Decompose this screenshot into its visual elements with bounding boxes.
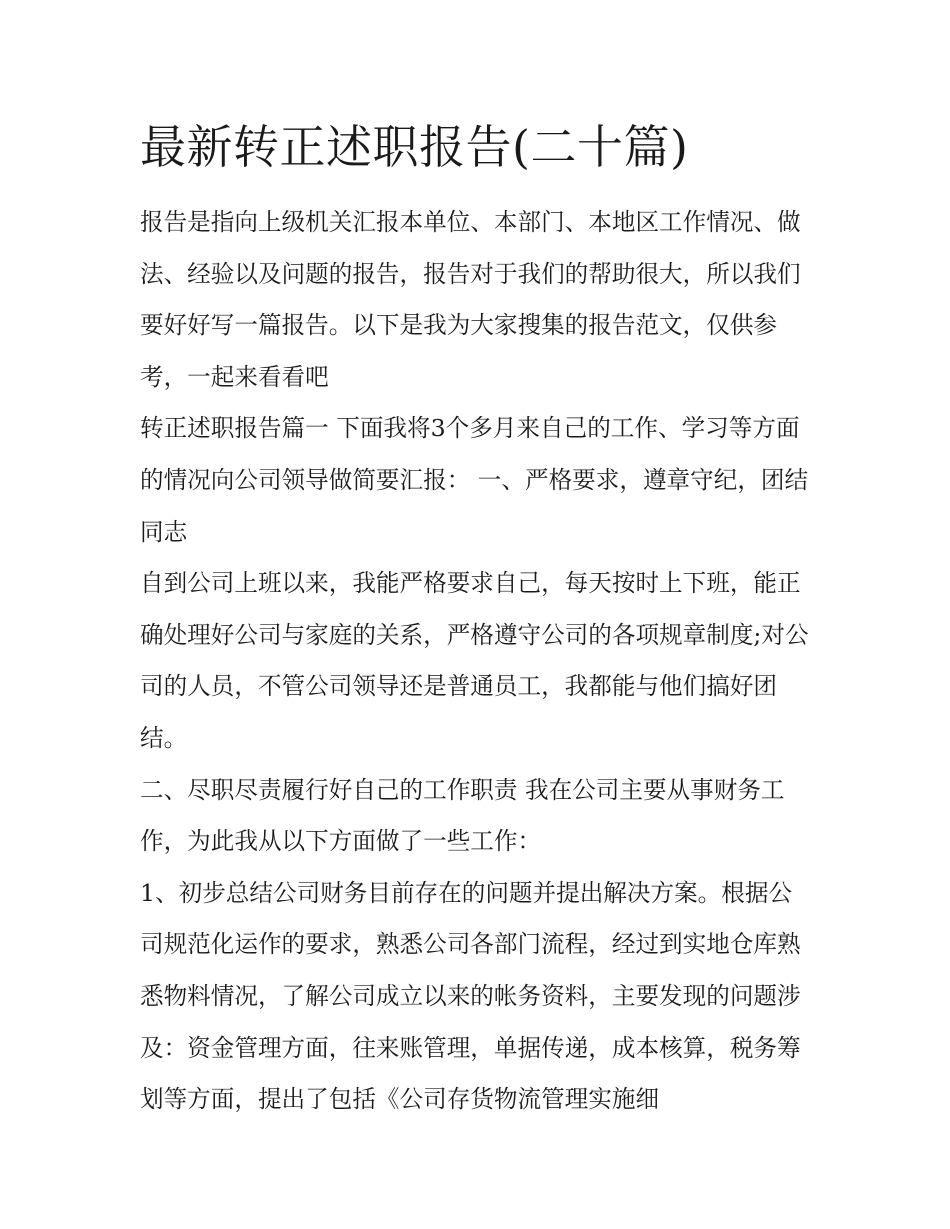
paragraph-discipline: 自到公司上班以来，我能严格要求自己，每天按时上下班，能正确处理好公司与家庭的关系，严格遵守公司的各项规章制度;对公司的人员，不管公司领导还是普通员工，我都能与他们搞好团结。 <box>140 569 809 752</box>
document-body <box>140 197 815 1126</box>
page-title: 最新转正述职报告(二十篇) <box>140 120 689 174</box>
paragraph-report-one: 转正述职报告篇一 下面我将3个多月来自己的工作、学习等方面的情况向公司领导做简要汇报： 一、严格要求，遵章守纪，团结同志 <box>140 414 809 546</box>
paragraph-intro: 报告是指向上级机关汇报本单位、本部门、本地区工作情况、做法、经验以及问题的报告，报告对于我们的帮助很大，所以我们要好好写一篇报告。以下是我为大家搜集的报告范文，仅供参考，一起来看看吧 <box>140 208 801 391</box>
paragraph-duties: 二、尽职尽责履行好自己的工作职责 我在公司主要从事财务工作，为此我从以下方面做了一些工作： <box>140 775 785 856</box>
paragraph-finance-summary: 1、初步总结公司财务目前存在的问题并提出解决方案。根据公司规范化运作的要求，熟悉公司各部门流程，经过到实地仓库熟悉物料情况，了解公司成立以来的帐务资料，主要发现的问题涉及：资金管理方面，往来账管理，单据传递，成本核算，税务筹划等方面，提出了包括《公司存货物流管理实施细 <box>140 878 801 1114</box>
